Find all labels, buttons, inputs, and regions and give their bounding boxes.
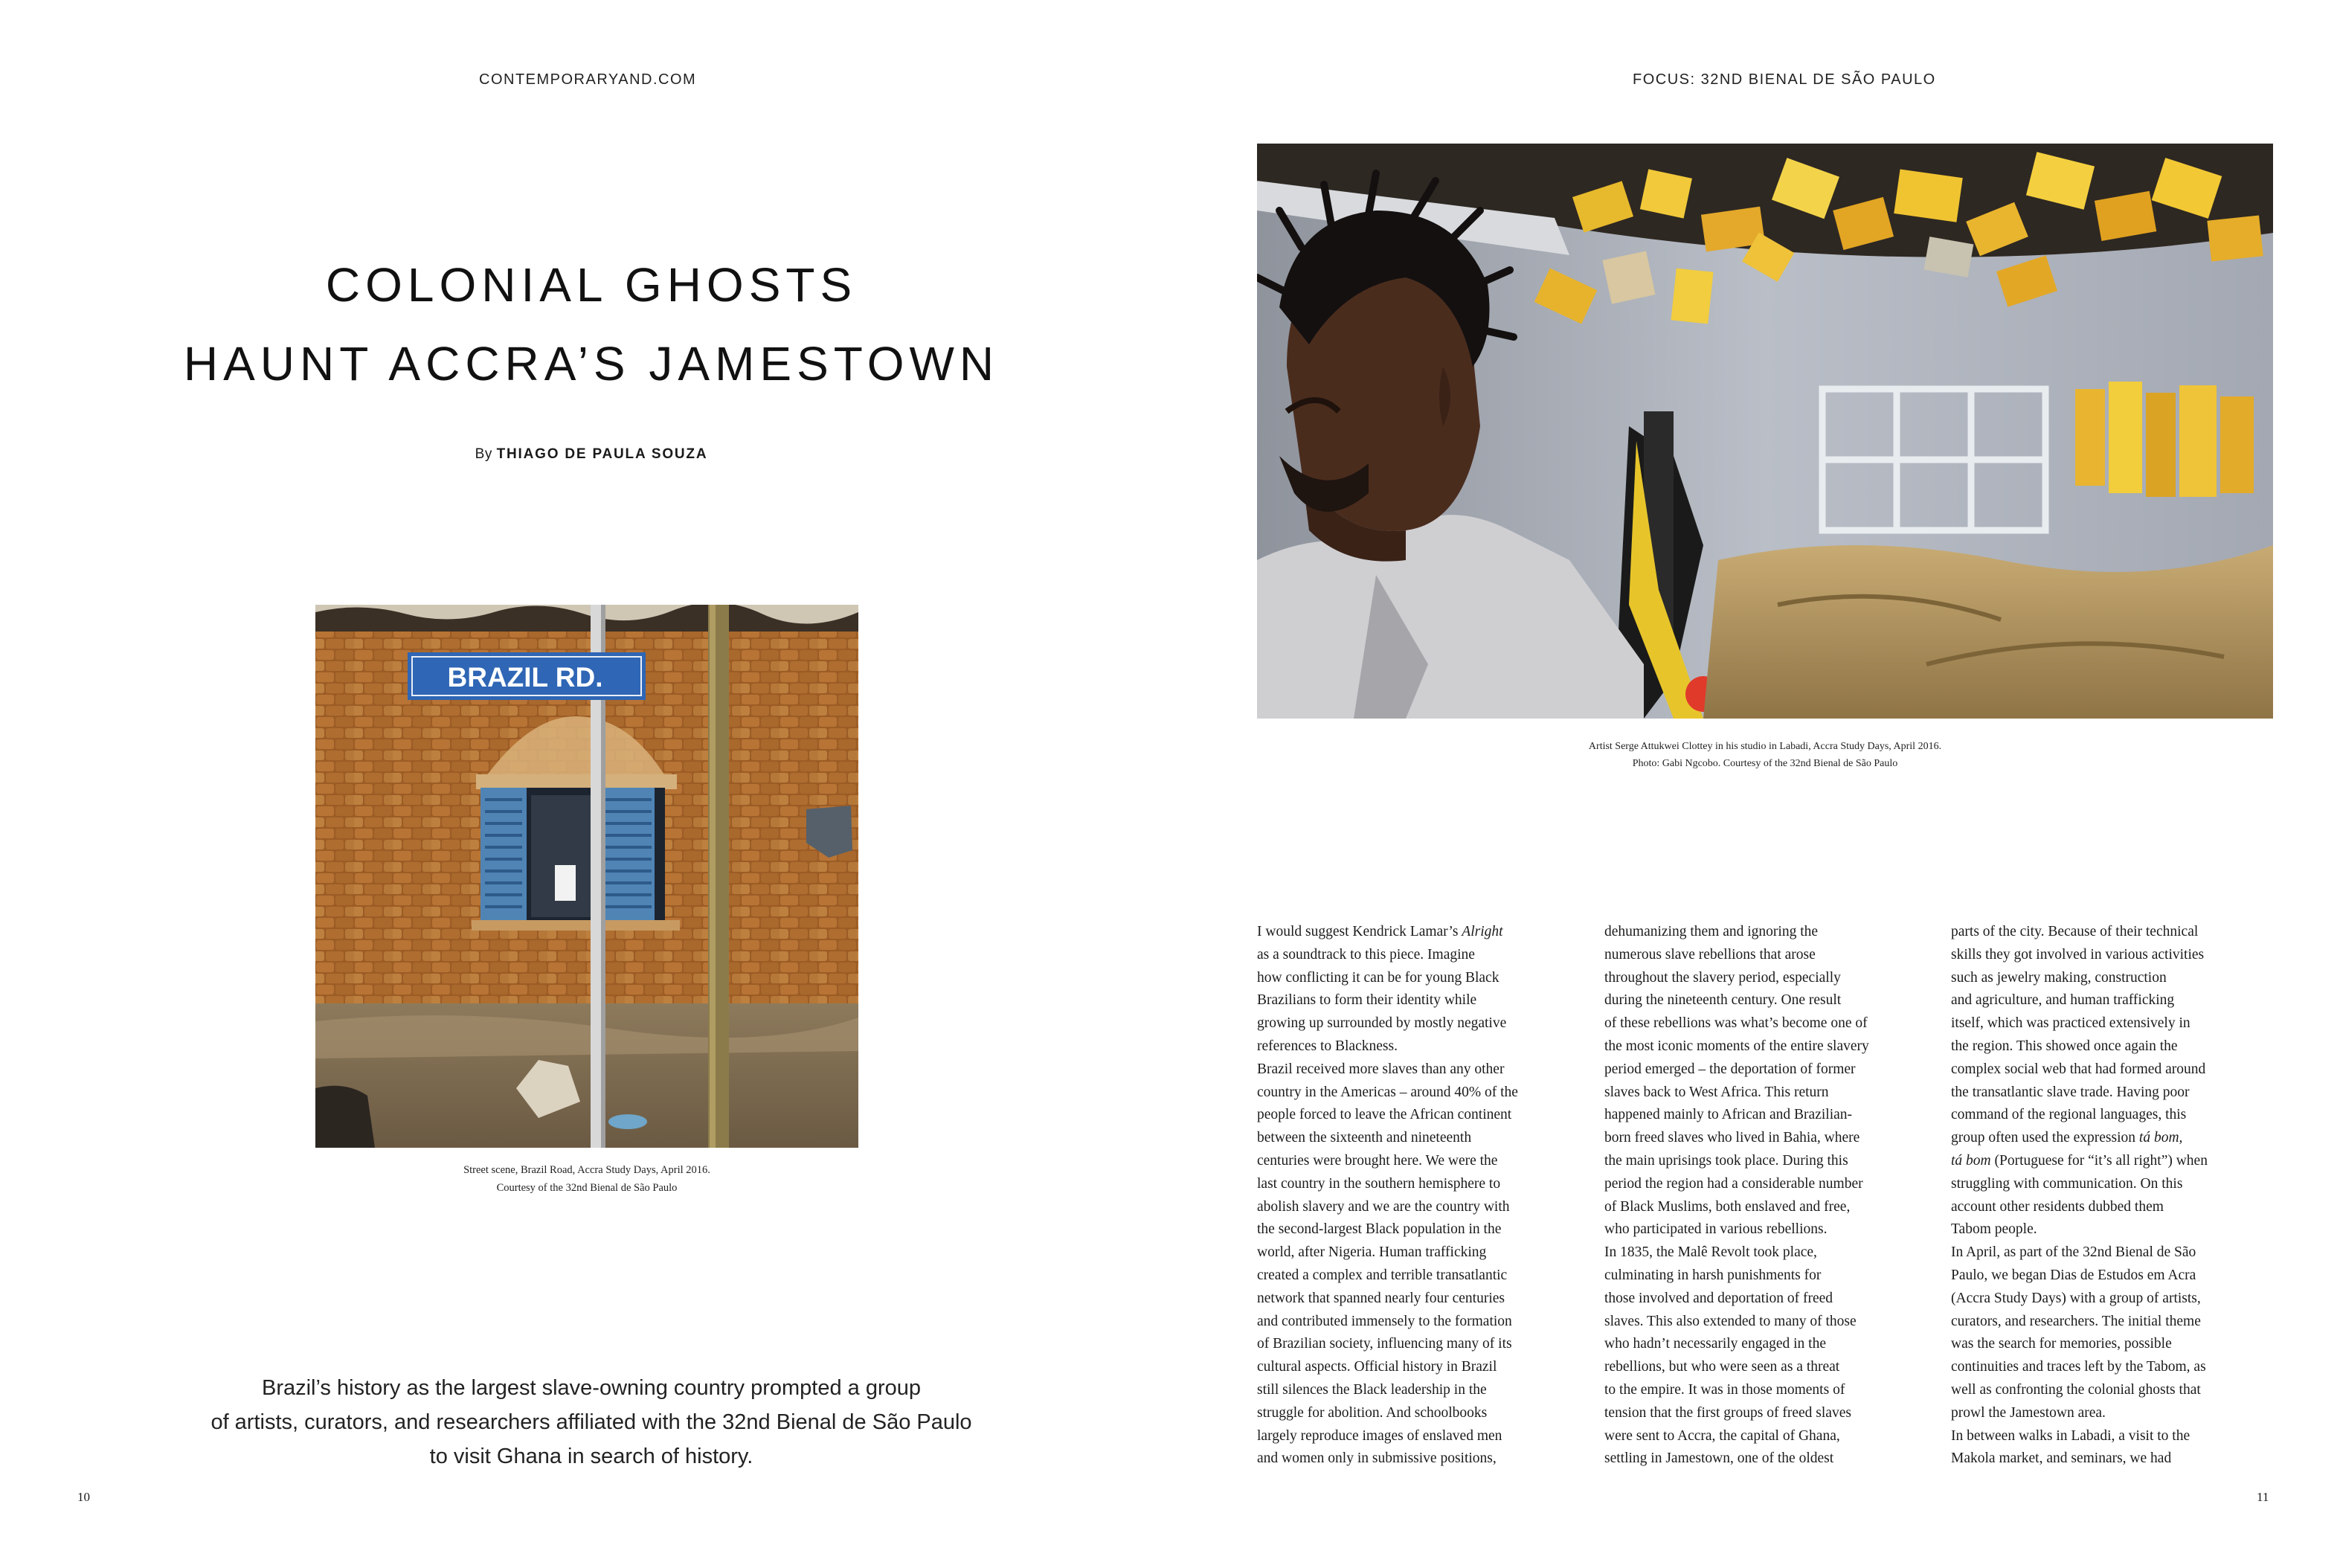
body-text-line: [1257, 1241, 1584, 1265]
body-text-line: [1604, 1356, 1932, 1379]
body-text-run: who participated in various rebellions.: [1604, 1221, 1828, 1238]
body-text-line: [1951, 1356, 2278, 1379]
body-text-line: [1257, 1196, 1584, 1219]
body-text-run: people forced to leave the African continent: [1257, 1107, 1512, 1123]
body-text-run: well as confronting the colonial ghosts that: [1951, 1381, 2201, 1398]
body-text-run: (Accra Study Days) with a group of artists,: [1951, 1290, 2201, 1306]
body-text-line: [1257, 1173, 1584, 1196]
body-text-run: the transatlantic slave trade. Having poor: [1951, 1084, 2190, 1100]
body-text-line: [1951, 1104, 2278, 1127]
body-text-line: [1951, 1241, 2278, 1265]
body-text-run: skills they got involved in various activities: [1951, 946, 2205, 963]
body-text-run: centuries were brought here. We were the: [1257, 1152, 1498, 1169]
body-text-run: In 1835, the Malê Revolt took place,: [1604, 1244, 1817, 1261]
body-text-line: [1604, 1150, 1932, 1173]
body-text-line: [1951, 1265, 2278, 1288]
body-text-run: during the nineteenth century. One result: [1604, 992, 1842, 1009]
body-text-run: settling in Jamestown, one of the oldest: [1604, 1450, 1834, 1467]
body-text-run: dehumanizing them and ignoring the: [1604, 924, 1819, 939]
body-text-italic: tá bom,: [2138, 1130, 2183, 1146]
body-text-line: [1257, 1035, 1584, 1058]
artist-photo-caption-line-2: Photo: Gabi Ngcobo. Courtesy of the 32nd Bienal de São Paulo: [1632, 758, 1898, 769]
body-text-line: [1604, 1265, 1932, 1288]
body-text-run: struggling with communication. On this: [1951, 1175, 2183, 1192]
deck-line-3: to visit Ghana in search of history.: [429, 1445, 753, 1468]
body-text-line: [1951, 1196, 2278, 1219]
body-text-line: [1257, 1218, 1584, 1241]
body-text-line: [1951, 1150, 2278, 1173]
body-text-line: [1951, 1058, 2278, 1082]
body-text-run: Brazil received more slaves than any other: [1257, 1061, 1505, 1077]
body-text-line: [1604, 1402, 1932, 1425]
body-text-line: [1951, 1082, 2278, 1105]
body-text-run: In April, as part of the 32nd Bienal de São: [1951, 1244, 2196, 1261]
body-text-run: throughout the slavery period, especially: [1604, 969, 1841, 986]
byline-prefix: By: [475, 446, 492, 462]
body-text-run: account other residents dubbed them: [1951, 1198, 2164, 1215]
body-text-run: who hadn’t necessarily engaged in the: [1604, 1336, 1827, 1352]
byline: [89, 446, 1093, 463]
body-text-line: [1604, 1082, 1932, 1105]
body-text-line: [1951, 1333, 2278, 1356]
body-text-line: [1951, 1218, 2278, 1241]
body-text-line: [1604, 1379, 1932, 1402]
body-text-line: [1604, 1104, 1932, 1127]
running-header-right: FOCUS: 32ND BIENAL DE SÃO PAULO: [1633, 71, 1936, 88]
body-text-run: cultural aspects. Official history in Brazil: [1257, 1359, 1497, 1375]
body-text-run: world, after Nigeria. Human trafficking: [1257, 1244, 1487, 1261]
body-text-line: [1257, 1311, 1584, 1334]
body-text-run: I would suggest Kendrick Lamar’s: [1257, 924, 1462, 939]
body-text-line: [1604, 1311, 1932, 1334]
body-text-line: [1604, 944, 1932, 967]
body-text-run: the second-largest Black population in the: [1257, 1221, 1502, 1238]
body-text-line: [1257, 921, 1584, 944]
body-text-line: [1257, 1265, 1584, 1288]
body-text-line: [1951, 1311, 2278, 1334]
body-text-run: the most iconic moments of the entire slavery: [1604, 1038, 1869, 1054]
body-text-line: [1951, 1425, 2278, 1448]
body-text-line: [1257, 1425, 1584, 1448]
body-text-line: [1604, 989, 1932, 1012]
body-text-line: [1257, 944, 1584, 967]
body-text-line: [1604, 1425, 1932, 1448]
body-text-run: such as jewelry making, construction: [1951, 969, 2167, 986]
body-text-line: [1257, 1127, 1584, 1150]
body-text-run: curators, and researchers. The initial theme: [1951, 1313, 2201, 1329]
body-text-run: numerous slave rebellions that arose: [1604, 946, 1816, 963]
body-text-run: slaves back to West Africa. This return: [1604, 1084, 1829, 1100]
body-text-line: [1951, 989, 2278, 1012]
byline-author: THIAGO DE PAULA SOUZA: [496, 446, 708, 462]
body-text-line: [1604, 1196, 1932, 1219]
body-text-run: of Brazilian society, influencing many of its: [1257, 1336, 1512, 1352]
body-text-line: [1257, 1356, 1584, 1379]
body-text-line: [1257, 1402, 1584, 1425]
body-text-line: [1604, 1035, 1932, 1058]
body-text-run: slaves. This also extended to many of those: [1604, 1313, 1857, 1329]
body-text-line: [1257, 1150, 1584, 1173]
body-text-run: of these rebellions was what’s become one of: [1604, 1015, 1868, 1032]
body-text-run: culminating in harsh punishments for: [1604, 1267, 1822, 1283]
body-text-line: [1604, 1012, 1932, 1035]
body-text-line: [1604, 921, 1932, 944]
body-text-run: country in the Americas – around 40% of the: [1257, 1084, 1518, 1100]
street-photo: [315, 605, 858, 1148]
body-text-line: [1951, 1127, 2278, 1150]
page-number-right: 11: [2257, 1490, 2269, 1504]
body-text-line: [1257, 1447, 1584, 1471]
title-line-2: HAUNT ACCRA’S JAMESTOWN: [183, 337, 1000, 391]
body-text-line: [1951, 944, 2278, 967]
street-photo-caption-line-2: Courtesy of the 32nd Bienal de São Paulo: [496, 1182, 678, 1194]
body-text-run: the region. This showed once again the: [1951, 1038, 2178, 1054]
body-text-line: [1951, 921, 2278, 944]
running-header-left: CONTEMPORARYAND.COM: [479, 71, 697, 88]
body-text-line: [1257, 1379, 1584, 1402]
body-text-run: tension that the first groups of freed slaves: [1604, 1404, 1851, 1421]
body-text-run: itself, which was practiced extensively in: [1951, 1015, 2190, 1032]
body-text-run: prowl the Jamestown area.: [1951, 1404, 2106, 1421]
body-text-line: [1604, 1173, 1932, 1196]
body-text-line: [1951, 1035, 2278, 1058]
body-text-line: [1951, 1173, 2278, 1196]
body-text-line: [1951, 967, 2278, 990]
body-text-run: In between walks in Labadi, a visit to the: [1951, 1427, 2190, 1444]
body-text-line: [1257, 1288, 1584, 1311]
body-text-run: between the sixteenth and nineteenth: [1257, 1130, 1472, 1146]
body-text-run: and women only in submissive positions,: [1257, 1450, 1497, 1467]
body-text-run: created a complex and terrible transatlantic: [1257, 1267, 1508, 1283]
street-photo-caption-line-1: Street scene, Brazil Road, Accra Study Days, April 2016.: [463, 1164, 710, 1176]
title-line-1: COLONIAL GHOSTS: [325, 258, 858, 312]
body-text-run: Makola market, and seminars, we had: [1951, 1450, 2172, 1467]
body-text-run: was the search for memories, possible: [1951, 1336, 2172, 1352]
body-text-run: group often used the expression: [1951, 1130, 2139, 1146]
deck-line-1: Brazil’s history as the largest slave-owning country prompted a group: [261, 1376, 921, 1400]
body-text-run: references to Blackness.: [1257, 1038, 1398, 1054]
article-title: [89, 245, 1093, 403]
body-text-line: [1604, 1218, 1932, 1241]
page-number-left: 10: [77, 1490, 90, 1504]
body-text-run: continuities and traces left by the Tabom, as: [1951, 1359, 2206, 1375]
artist-studio-photo: [1257, 144, 2273, 719]
street-photo-illustration: [315, 605, 858, 1148]
body-text-run: Brazilians to form their identity while: [1257, 992, 1477, 1009]
body-text-run: Paulo, we began Dias de Estudos em Acra: [1951, 1267, 2196, 1283]
body-text-run: those involved and deportation of freed: [1604, 1290, 1833, 1306]
body-text-run: the main uprisings took place. During this: [1604, 1152, 1848, 1169]
body-text-run: and contributed immensely to the formation: [1257, 1313, 1512, 1329]
body-text-line: [1257, 1104, 1584, 1127]
article-deck: [186, 1371, 997, 1474]
body-text-line: [1604, 1241, 1932, 1265]
body-text-line: [1604, 967, 1932, 990]
body-text-line: [1257, 1082, 1584, 1105]
body-text-run: period the region had a considerable number: [1604, 1175, 1863, 1192]
body-text-run: happened mainly to African and Brazilian-: [1604, 1107, 1853, 1123]
street-photo-caption: [315, 1161, 858, 1197]
body-text-italic: tá bom: [1951, 1152, 1991, 1169]
body-text-line: [1604, 1333, 1932, 1356]
body-text-run: were sent to Accra, the capital of Ghana,: [1604, 1427, 1840, 1444]
body-text-run: complex social web that had formed around: [1951, 1061, 2206, 1077]
body-text-run: last country in the southern hemisphere to: [1257, 1175, 1501, 1192]
body-text-line: [1951, 1402, 2278, 1425]
body-text-run: struggle for abolition. And schoolbooks: [1257, 1404, 1488, 1421]
body-text-run: to the empire. It was in those moments of: [1604, 1381, 1845, 1398]
body-column-2: [1604, 921, 1932, 1471]
body-text-line: [1604, 1058, 1932, 1082]
body-text-line: [1257, 989, 1584, 1012]
brazil-road-sign: BRAZIL RD.: [447, 662, 603, 693]
body-text-line: [1604, 1288, 1932, 1311]
body-text-run: growing up surrounded by mostly negative: [1257, 1015, 1507, 1032]
body-text-line: [1257, 1333, 1584, 1356]
body-text-run: (Portuguese for “it’s all right”) when: [1990, 1152, 2208, 1169]
body-text-line: [1604, 1447, 1932, 1471]
body-text-run: as a soundtrack to this piece. Imagine: [1257, 946, 1475, 963]
body-text-run: and agriculture, and human trafficking: [1951, 992, 2175, 1009]
body-text-line: [1604, 1127, 1932, 1150]
artist-studio-illustration: [1257, 144, 2273, 719]
body-text-run: rebellions, but who were seen as a threat: [1604, 1359, 1840, 1375]
body-text-line: [1257, 1012, 1584, 1035]
body-text-run: still silences the Black leadership in the: [1257, 1381, 1487, 1398]
body-text-run: command of the regional languages, this: [1951, 1107, 2187, 1123]
body-text-run: largely reproduce images of enslaved men: [1257, 1427, 1502, 1444]
body-text-line: [1951, 1379, 2278, 1402]
body-text-line: [1257, 967, 1584, 990]
body-text-run: Tabom people.: [1951, 1221, 2037, 1238]
body-text-line: [1951, 1288, 2278, 1311]
body-text-italic: Alright: [1462, 924, 1503, 939]
body-text-line: [1257, 1058, 1584, 1082]
body-text-run: abolish slavery and we are the country with: [1257, 1198, 1510, 1215]
body-text-run: period emerged – the deportation of former: [1604, 1061, 1856, 1077]
body-text-run: of Black Muslims, both enslaved and free,: [1604, 1198, 1851, 1215]
body-text-run: network that spanned nearly four centuries: [1257, 1290, 1505, 1306]
body-column-3: [1951, 921, 2278, 1471]
body-column-1: [1257, 921, 1584, 1471]
deck-line-2: of artists, curators, and researchers affiliated with the 32nd Bienal de São Paulo: [210, 1410, 972, 1434]
body-text-run: parts of the city. Because of their technical: [1951, 924, 2199, 939]
artist-photo-caption: [1257, 738, 2273, 772]
body-text-line: [1951, 1447, 2278, 1471]
body-text-run: born freed slaves who lived in Bahia, where: [1604, 1130, 1860, 1146]
body-text-run: how conflicting it can be for young Black: [1257, 969, 1500, 986]
body-text-line: [1951, 1012, 2278, 1035]
artist-photo-caption-line-1: Artist Serge Attukwei Clottey in his studio in Labadi, Accra Study Days, April 2016.: [1588, 741, 1942, 752]
